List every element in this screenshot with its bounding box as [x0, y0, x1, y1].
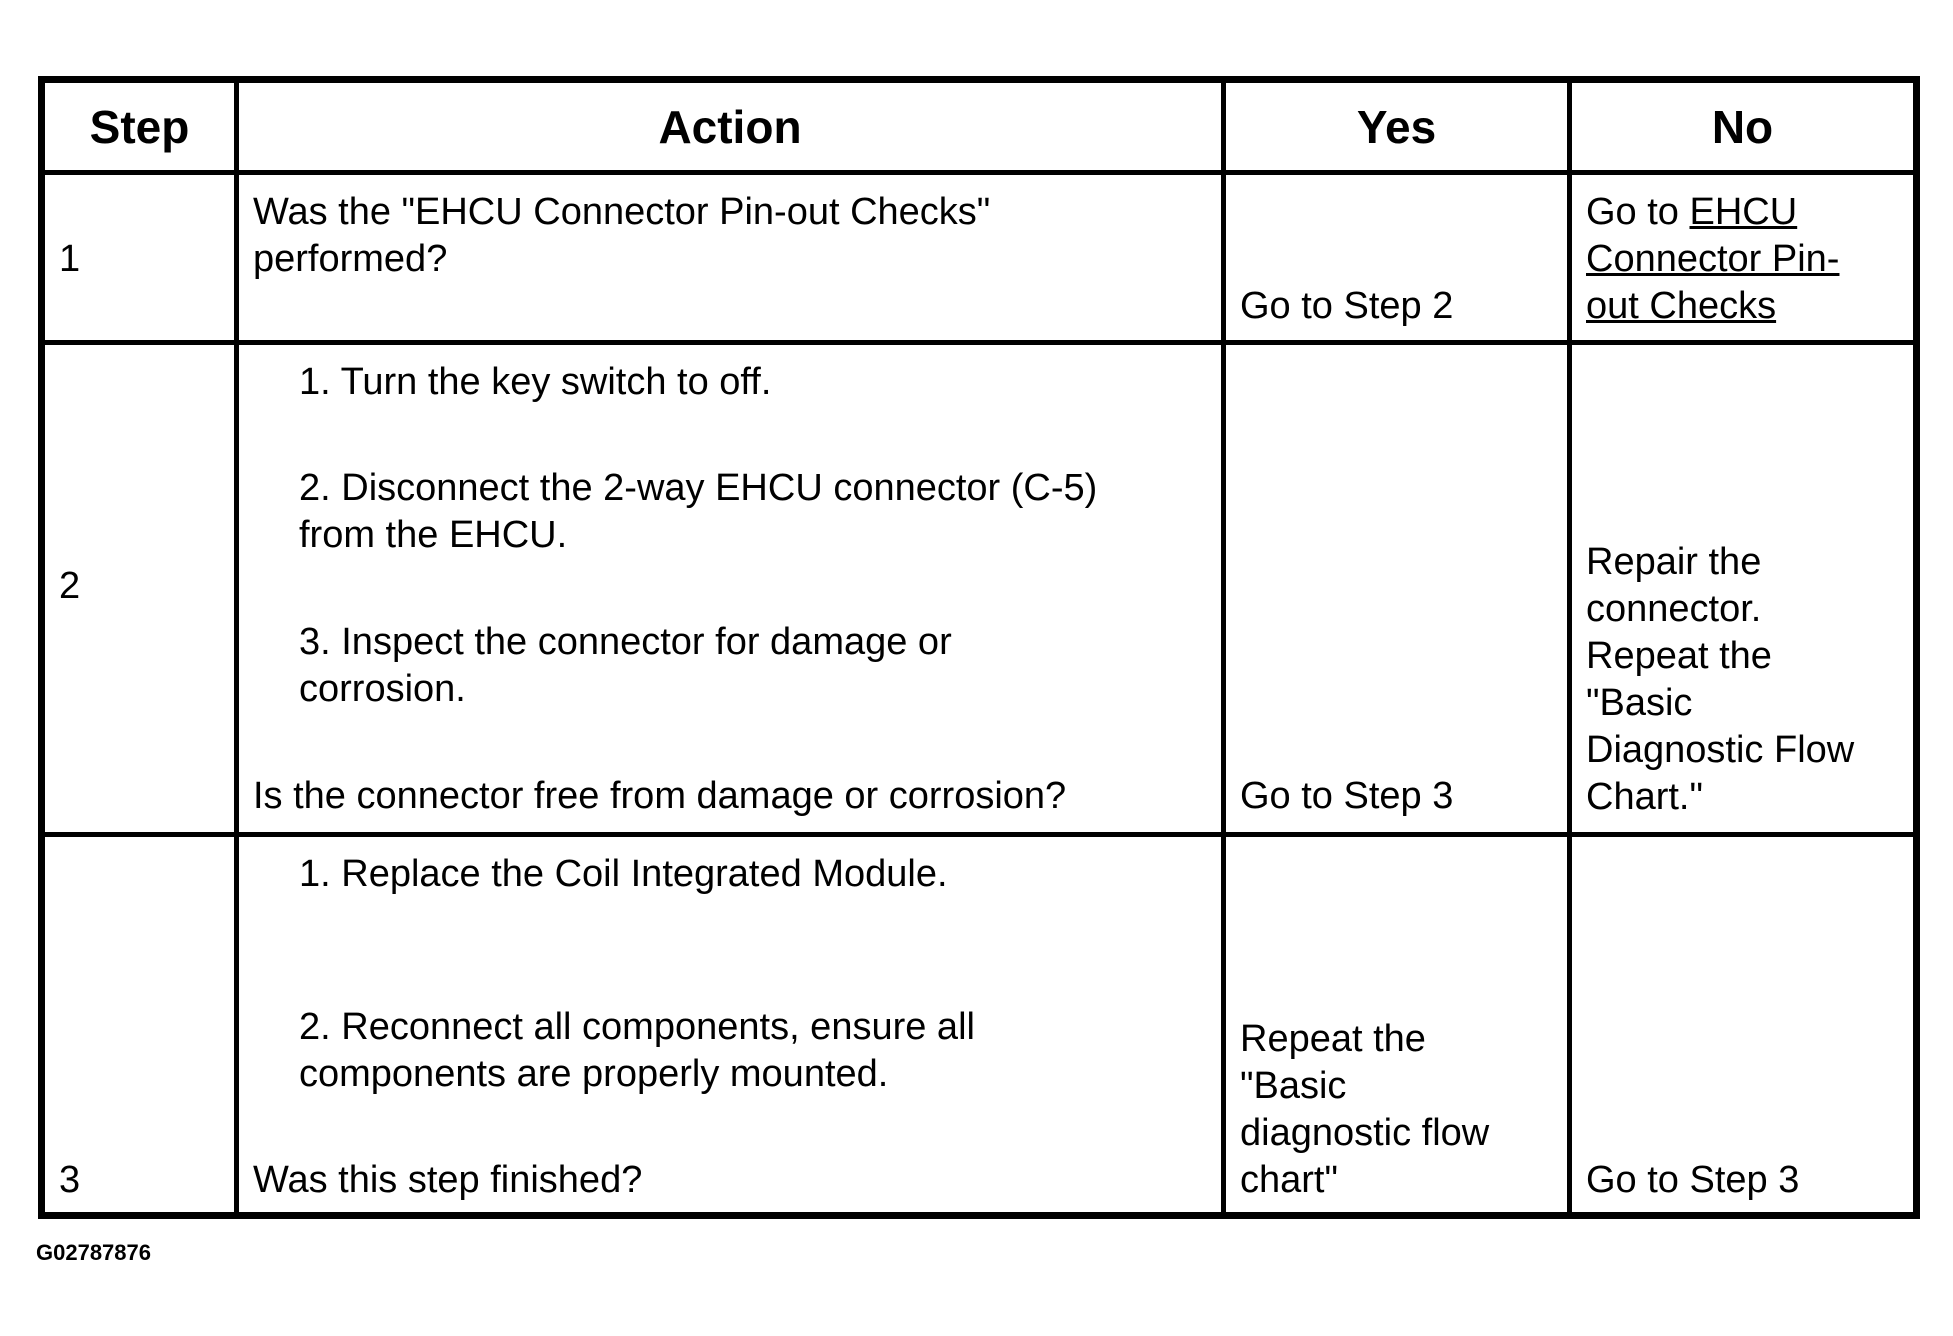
column-divider: [234, 83, 239, 1212]
step-number: 1: [59, 238, 81, 280]
no-text: Go to Step 3: [1586, 1159, 1800, 1201]
row-divider: [45, 340, 1913, 345]
header-yes: Yes: [1356, 100, 1437, 153]
pinout-checks-link[interactable]: EHCU: [1689, 191, 1798, 233]
pinout-checks-link[interactable]: Connector Pin-: [1586, 238, 1840, 280]
yes-text: Go to Step 3: [1240, 775, 1454, 817]
numbered-item: [299, 619, 1219, 713]
numbered-item: [299, 359, 1219, 406]
header-action: Action: [658, 100, 802, 153]
figure-id: G02787876: [36, 1240, 151, 1265]
action-question: Is the connector free from damage or corrosion?: [253, 775, 1067, 817]
no-prefix: Go to: [1586, 191, 1690, 233]
yes-line: "Basic: [1240, 1065, 1347, 1107]
row-divider: [45, 170, 1913, 175]
item-line: 2. Disconnect the 2-way EHCU connector (C-5): [299, 467, 1098, 509]
yes-text: [1240, 1016, 1560, 1204]
item-line: components are properly mounted.: [299, 1053, 889, 1095]
step-number: 3: [59, 1159, 81, 1201]
no-text: [1586, 539, 1906, 821]
pinout-checks-link[interactable]: out Checks: [1586, 285, 1777, 327]
no-line: Repeat the: [1586, 635, 1772, 677]
action-line: performed?: [253, 238, 448, 280]
yes-line: chart": [1240, 1159, 1338, 1201]
column-divider: [1567, 83, 1572, 1212]
diagnostic-table: [38, 76, 1920, 1219]
yes-line: Repeat the: [1240, 1018, 1426, 1060]
item-line: corrosion.: [299, 668, 466, 710]
numbered-item: [299, 1004, 1219, 1098]
item-line: 3. Inspect the connector for damage or: [299, 621, 952, 663]
numbered-item: [299, 851, 1219, 898]
item-line: 1. Replace the Coil Integrated Module.: [299, 853, 948, 895]
item-line: from the EHCU.: [299, 514, 568, 556]
step-number: 2: [59, 565, 81, 607]
header-step: Step: [89, 100, 190, 153]
header-no: No: [1711, 100, 1774, 153]
action-question: Was this step finished?: [253, 1159, 643, 1201]
no-line: Repair the: [1586, 541, 1762, 583]
yes-text: Go to Step 2: [1240, 285, 1454, 327]
item-line: 1. Turn the key switch to off.: [299, 361, 772, 403]
no-text: [1586, 189, 1906, 330]
action-line: Was the "EHCU Connector Pin-out Checks": [253, 191, 991, 233]
no-line: "Basic: [1586, 682, 1693, 724]
column-divider: [1221, 83, 1226, 1212]
no-line: connector.: [1586, 588, 1762, 630]
numbered-item: [299, 465, 1219, 559]
item-line: 2. Reconnect all components, ensure all: [299, 1006, 975, 1048]
no-line: Diagnostic Flow: [1586, 729, 1855, 771]
row-divider: [45, 832, 1913, 837]
action-text: [253, 189, 1213, 283]
yes-line: diagnostic flow: [1240, 1112, 1490, 1154]
no-line: Chart.": [1586, 776, 1703, 818]
